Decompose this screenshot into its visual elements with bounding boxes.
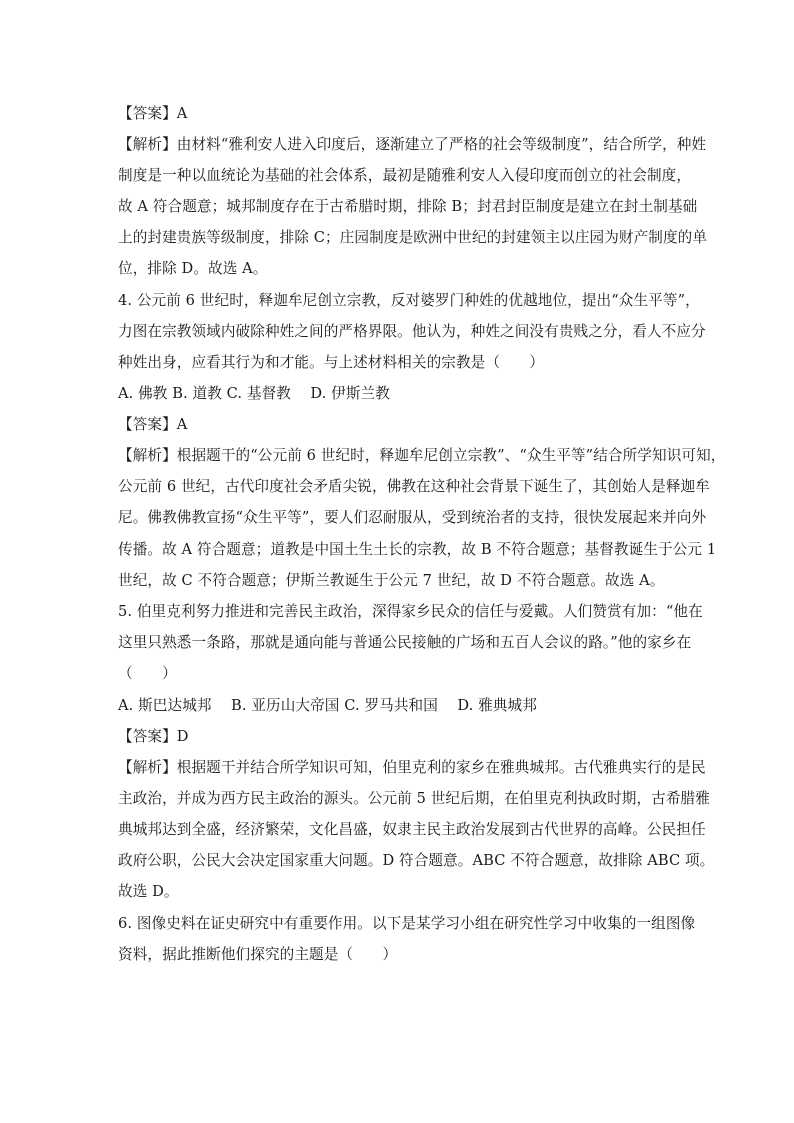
question-4-text: 力图在宗教领域内破除种姓之间的严格界限。他认为，种姓之间没有贵贱之分，看人不应分 (118, 323, 706, 340)
analysis-line: 公元前 6 世纪，古代印度社会矛盾尖锐，佛教在这种社会背景下诞生了，其创始人是释迦牟 (118, 478, 710, 495)
question-5-options: A. 斯巴达城邦 B. 亚历山大帝国 C. 罗马共和国 D. 雅典城邦 (118, 697, 537, 714)
analysis-line: 尼。佛教佛教宣扬“众生平等”，要人们忍耐服从，受到统治者的支持，很快发展起来并向外 (118, 509, 707, 526)
question-6-text: 6. 图像史料在证史研究中有重要作用。以下是某学习小组在研究性学习中收集的一组图像 (118, 915, 696, 932)
analysis-line: 传播。故 A 符合题意；道教是中国土生土长的宗教，故 B 不符合题意；基督教诞生于公元 1 (118, 541, 717, 558)
question-6-text: 资料，据此推断他们探究的主题是（ ） (118, 946, 398, 963)
analysis-line: 政府公职，公民大会决定国家重大问题。D 符合题意。ABC 不符合题意，故排除 ABC 项。 (118, 852, 715, 869)
analysis-line: 上的封建贵族等级制度，排除 C；庄园制度是欧洲中世纪的封建领主以庄园为财产制度的单 (118, 229, 708, 246)
analysis-line: 【解析】根据题干的“公元前 6 世纪时，释迦牟尼创立宗教”、“众生平等”结合所学知识可知， (118, 447, 726, 464)
question-5-text: 5. 伯里克利努力推进和完善民主政治，深得家乡民众的信任与爱戴。人们赞赏有加：“他在 (118, 603, 703, 620)
question-4-text: 4. 公元前 6 世纪时，释迦牟尼创立宗教，反对婆罗门种姓的优越地位，提出“众生平等”， (118, 292, 700, 309)
analysis-line: 【解析】由材料“雅利安人进入印度后，逐渐建立了严格的社会等级制度”，结合所学，种姓 (118, 136, 707, 153)
analysis-line: 制度是一种以血统论为基础的社会体系，最初是随雅利安人入侵印度而创立的社会制度， (118, 167, 692, 184)
question-5-text: （ ） (118, 665, 177, 682)
analysis-line: 典城邦达到全盛，经济繁荣，文化昌盛，奴隶主民主政治发展到古代世界的高峰。公民担任 (118, 821, 706, 838)
analysis-line: 主政治，并成为西方民主政治的源头。公元前 5 世纪后期，在伯里克利执政时期，古希腊雅 (118, 790, 710, 807)
analysis-line: 故 A 符合题意；城邦制度存在于古希腊时期，排除 B；封君封臣制度是建立在封土制基础 (118, 198, 698, 215)
answer-line: 【答案】A (118, 416, 188, 433)
analysis-line: 【解析】根据题干并结合所学知识可知，伯里克利的家乡在雅典城邦。古代雅典实行的是民 (118, 759, 706, 776)
analysis-line: 故选 D。 (118, 883, 179, 900)
answer-line: 【答案】D (118, 728, 189, 745)
question-4-text: 种姓出身，应看其行为和才能。与上述材料相关的宗教是（ ） (118, 354, 545, 371)
analysis-line: 位，排除 D。故选 A。 (118, 260, 268, 277)
question-4-options: A. 佛教 B. 道教 C. 基督教 D. 伊斯兰教 (118, 385, 390, 402)
question-5-text: 这里只熟悉一条路，那就是通向能与普通公民接触的广场和五百人会议的路。”他的家乡在 (118, 634, 692, 651)
answer-line: 【答案】A (118, 105, 188, 122)
analysis-line: 世纪，故 C 不符合题意；伊斯兰教诞生于公元 7 世纪，故 D 不符合题意。故选 A。 (118, 572, 665, 589)
